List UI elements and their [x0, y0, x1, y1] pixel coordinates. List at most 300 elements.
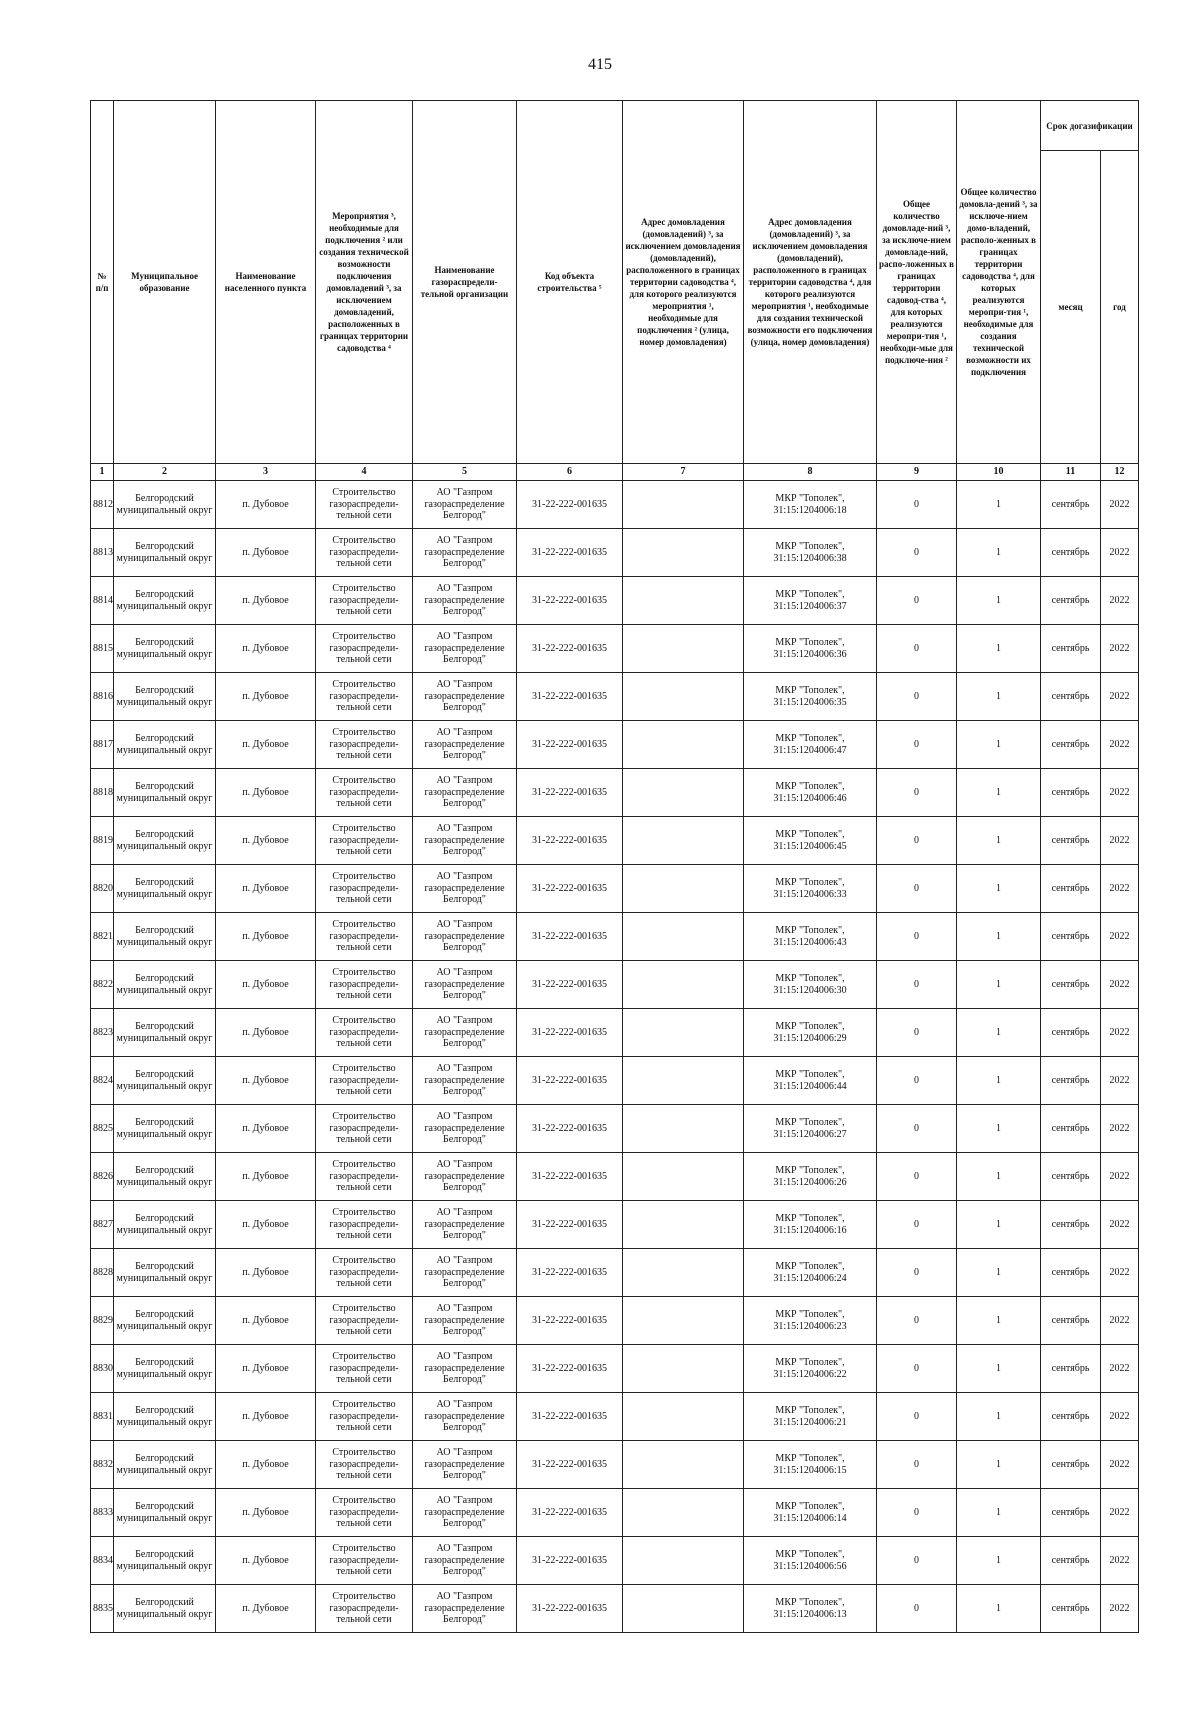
settlement-cell: п. Дубовое: [216, 1345, 316, 1393]
settlement-cell: п. Дубовое: [216, 529, 316, 577]
count-connection-cell: 0: [877, 1393, 957, 1441]
row-number: 8816: [91, 673, 114, 721]
address-connection-cell: [623, 721, 744, 769]
municipality-cell: Белгородский муниципальный округ: [114, 1345, 216, 1393]
column-number: 11: [1041, 464, 1101, 481]
row-number: 8830: [91, 1345, 114, 1393]
gas-org-cell: АО "Газпром газораспределение Белгород": [413, 1537, 517, 1585]
count-capability-cell: 1: [957, 1441, 1041, 1489]
object-code-cell: 31-22-222-001635: [517, 1537, 623, 1585]
address-connection-cell: [623, 577, 744, 625]
measure-cell: Строительство газораспредели-тельной сети: [316, 817, 413, 865]
municipality-cell: Белгородский муниципальный округ: [114, 1393, 216, 1441]
object-code-cell: 31-22-222-001635: [517, 481, 623, 529]
measure-cell: Строительство газораспредели-тельной сети: [316, 1393, 413, 1441]
count-capability-cell: 1: [957, 1249, 1041, 1297]
measure-cell: Строительство газораспредели-тельной сети: [316, 625, 413, 673]
month-cell: сентябрь: [1041, 1585, 1101, 1633]
row-number: 8823: [91, 1009, 114, 1057]
month-cell: сентябрь: [1041, 529, 1101, 577]
row-number: 8825: [91, 1105, 114, 1153]
address-capability-cell: МКР "Тополек", 31:15:1204006:37: [744, 577, 877, 625]
table-row: [91, 1057, 1139, 1105]
address-capability-cell: МКР "Тополек", 31:15:1204006:47: [744, 721, 877, 769]
settlement-cell: п. Дубовое: [216, 1105, 316, 1153]
measure-cell: Строительство газораспредели-тельной сети: [316, 1201, 413, 1249]
count-connection-cell: 0: [877, 577, 957, 625]
municipality-cell: Белгородский муниципальный округ: [114, 625, 216, 673]
object-code-cell: 31-22-222-001635: [517, 1297, 623, 1345]
count-capability-cell: 1: [957, 865, 1041, 913]
municipality-cell: Белгородский муниципальный округ: [114, 721, 216, 769]
gas-org-cell: АО "Газпром газораспределение Белгород": [413, 1009, 517, 1057]
address-connection-cell: [623, 1393, 744, 1441]
col-header-term: Срок догазификации: [1041, 101, 1139, 151]
count-connection-cell: 0: [877, 673, 957, 721]
year-cell: 2022: [1101, 1441, 1139, 1489]
address-connection-cell: [623, 1105, 744, 1153]
municipality-cell: Белгородский муниципальный округ: [114, 1585, 216, 1633]
measure-cell: Строительство газораспредели-тельной сети: [316, 673, 413, 721]
gas-org-cell: АО "Газпром газораспределение Белгород": [413, 961, 517, 1009]
address-connection-cell: [623, 1249, 744, 1297]
count-capability-cell: 1: [957, 961, 1041, 1009]
settlement-cell: п. Дубовое: [216, 865, 316, 913]
measure-cell: Строительство газораспредели-тельной сети: [316, 1537, 413, 1585]
table-row: [91, 1153, 1139, 1201]
table-row: [91, 1105, 1139, 1153]
address-capability-cell: МКР "Тополек", 31:15:1204006:13: [744, 1585, 877, 1633]
count-capability-cell: 1: [957, 1345, 1041, 1393]
row-number: 8813: [91, 529, 114, 577]
gas-org-cell: АО "Газпром газораспределение Белгород": [413, 865, 517, 913]
row-number: 8820: [91, 865, 114, 913]
address-connection-cell: [623, 529, 744, 577]
row-number: 8835: [91, 1585, 114, 1633]
col-header-month: месяц: [1041, 151, 1101, 464]
address-connection-cell: [623, 1489, 744, 1537]
address-connection-cell: [623, 1537, 744, 1585]
month-cell: сентябрь: [1041, 865, 1101, 913]
table-row: [91, 1345, 1139, 1393]
month-cell: сентябрь: [1041, 1249, 1101, 1297]
header-row: [91, 101, 1139, 151]
object-code-cell: 31-22-222-001635: [517, 865, 623, 913]
col-header-count-connection: Общее количество домовладе-ний ³, за исключе-нием домовладе-ний, распо-ложенных в границах территории садовод-ства ⁴, для которых реализуются меропри-тия ¹, необходи-мые для подключе-ния ²: [877, 101, 957, 464]
count-capability-cell: 1: [957, 1105, 1041, 1153]
gas-org-cell: АО "Газпром газораспределение Белгород": [413, 577, 517, 625]
address-capability-cell: МКР "Тополек", 31:15:1204006:21: [744, 1393, 877, 1441]
column-number: 8: [744, 464, 877, 481]
measure-cell: Строительство газораспредели-тельной сети: [316, 1057, 413, 1105]
col-header-object-code: Код объекта строительства ⁵: [517, 101, 623, 464]
col-header-gas-org: Наименование газораспредели-тельной организации: [413, 101, 517, 464]
table-row: [91, 625, 1139, 673]
measure-cell: Строительство газораспредели-тельной сети: [316, 1009, 413, 1057]
address-connection-cell: [623, 1441, 744, 1489]
count-capability-cell: 1: [957, 481, 1041, 529]
year-cell: 2022: [1101, 1009, 1139, 1057]
gas-org-cell: АО "Газпром газораспределение Белгород": [413, 1057, 517, 1105]
count-connection-cell: 0: [877, 1537, 957, 1585]
table-row: [91, 1201, 1139, 1249]
object-code-cell: 31-22-222-001635: [517, 769, 623, 817]
table-row: [91, 769, 1139, 817]
object-code-cell: 31-22-222-001635: [517, 1249, 623, 1297]
address-capability-cell: МКР "Тополек", 31:15:1204006:24: [744, 1249, 877, 1297]
year-cell: 2022: [1101, 481, 1139, 529]
year-cell: 2022: [1101, 913, 1139, 961]
measure-cell: Строительство газораспредели-тельной сети: [316, 1249, 413, 1297]
month-cell: сентябрь: [1041, 625, 1101, 673]
year-cell: 2022: [1101, 1057, 1139, 1105]
table-row: [91, 1585, 1139, 1633]
object-code-cell: 31-22-222-001635: [517, 1057, 623, 1105]
column-number-row: [91, 464, 1139, 481]
municipality-cell: Белгородский муниципальный округ: [114, 529, 216, 577]
address-capability-cell: МКР "Тополек", 31:15:1204006:27: [744, 1105, 877, 1153]
settlement-cell: п. Дубовое: [216, 1249, 316, 1297]
count-capability-cell: 1: [957, 721, 1041, 769]
gas-org-cell: АО "Газпром газораспределение Белгород": [413, 1345, 517, 1393]
year-cell: 2022: [1101, 625, 1139, 673]
settlement-cell: п. Дубовое: [216, 913, 316, 961]
month-cell: сентябрь: [1041, 961, 1101, 1009]
address-connection-cell: [623, 961, 744, 1009]
row-number: 8833: [91, 1489, 114, 1537]
gas-org-cell: АО "Газпром газораспределение Белгород": [413, 1297, 517, 1345]
table-row: [91, 1009, 1139, 1057]
count-capability-cell: 1: [957, 913, 1041, 961]
year-cell: 2022: [1101, 865, 1139, 913]
address-capability-cell: МКР "Тополек", 31:15:1204006:46: [744, 769, 877, 817]
address-connection-cell: [623, 769, 744, 817]
settlement-cell: п. Дубовое: [216, 577, 316, 625]
column-number: 10: [957, 464, 1041, 481]
municipality-cell: Белгородский муниципальный округ: [114, 769, 216, 817]
count-capability-cell: 1: [957, 817, 1041, 865]
table-row: [91, 1489, 1139, 1537]
object-code-cell: 31-22-222-001635: [517, 1441, 623, 1489]
table-row: [91, 577, 1139, 625]
address-connection-cell: [623, 1201, 744, 1249]
count-capability-cell: 1: [957, 1153, 1041, 1201]
municipality-cell: Белгородский муниципальный округ: [114, 481, 216, 529]
column-number: 6: [517, 464, 623, 481]
month-cell: сентябрь: [1041, 721, 1101, 769]
count-capability-cell: 1: [957, 1489, 1041, 1537]
month-cell: сентябрь: [1041, 1489, 1101, 1537]
gas-org-cell: АО "Газпром газораспределение Белгород": [413, 1441, 517, 1489]
count-connection-cell: 0: [877, 1105, 957, 1153]
address-connection-cell: [623, 673, 744, 721]
row-number: 8815: [91, 625, 114, 673]
measure-cell: Строительство газораспредели-тельной сети: [316, 481, 413, 529]
count-connection-cell: 0: [877, 1585, 957, 1633]
settlement-cell: п. Дубовое: [216, 625, 316, 673]
gas-org-cell: АО "Газпром газораспределение Белгород": [413, 1153, 517, 1201]
measure-cell: Строительство газораспредели-тельной сети: [316, 1585, 413, 1633]
gas-org-cell: АО "Газпром газораспределение Белгород": [413, 1201, 517, 1249]
object-code-cell: 31-22-222-001635: [517, 721, 623, 769]
table-row: [91, 529, 1139, 577]
row-number: 8814: [91, 577, 114, 625]
col-header-year: год: [1101, 151, 1139, 464]
municipality-cell: Белгородский муниципальный округ: [114, 1057, 216, 1105]
municipality-cell: Белгородский муниципальный округ: [114, 865, 216, 913]
column-number: 7: [623, 464, 744, 481]
address-connection-cell: [623, 1153, 744, 1201]
settlement-cell: п. Дубовое: [216, 673, 316, 721]
count-connection-cell: 0: [877, 817, 957, 865]
year-cell: 2022: [1101, 529, 1139, 577]
month-cell: сентябрь: [1041, 673, 1101, 721]
count-connection-cell: 0: [877, 1297, 957, 1345]
column-number: 2: [114, 464, 216, 481]
gas-org-cell: АО "Газпром газораспределение Белгород": [413, 1393, 517, 1441]
count-capability-cell: 1: [957, 625, 1041, 673]
settlement-cell: п. Дубовое: [216, 721, 316, 769]
settlement-cell: п. Дубовое: [216, 1057, 316, 1105]
object-code-cell: 31-22-222-001635: [517, 913, 623, 961]
year-cell: 2022: [1101, 961, 1139, 1009]
column-number: 3: [216, 464, 316, 481]
count-connection-cell: 0: [877, 1201, 957, 1249]
count-connection-cell: 0: [877, 769, 957, 817]
column-number: 4: [316, 464, 413, 481]
measure-cell: Строительство газораспредели-тельной сети: [316, 577, 413, 625]
month-cell: сентябрь: [1041, 1201, 1101, 1249]
table-row: [91, 817, 1139, 865]
count-capability-cell: 1: [957, 1393, 1041, 1441]
table-body: [91, 481, 1139, 1633]
object-code-cell: 31-22-222-001635: [517, 1585, 623, 1633]
table-row: [91, 961, 1139, 1009]
year-cell: 2022: [1101, 1537, 1139, 1585]
count-capability-cell: 1: [957, 577, 1041, 625]
measure-cell: Строительство газораспредели-тельной сети: [316, 1489, 413, 1537]
municipality-cell: Белгородский муниципальный округ: [114, 1537, 216, 1585]
settlement-cell: п. Дубовое: [216, 1201, 316, 1249]
address-capability-cell: МКР "Тополек", 31:15:1204006:56: [744, 1537, 877, 1585]
object-code-cell: 31-22-222-001635: [517, 529, 623, 577]
object-code-cell: 31-22-222-001635: [517, 673, 623, 721]
object-code-cell: 31-22-222-001635: [517, 1201, 623, 1249]
gas-org-cell: АО "Газпром газораспределение Белгород": [413, 529, 517, 577]
table-row: [91, 1249, 1139, 1297]
measure-cell: Строительство газораспредели-тельной сети: [316, 529, 413, 577]
municipality-cell: Белгородский муниципальный округ: [114, 913, 216, 961]
object-code-cell: 31-22-222-001635: [517, 577, 623, 625]
municipality-cell: Белгородский муниципальный округ: [114, 1297, 216, 1345]
gas-org-cell: АО "Газпром газораспределение Белгород": [413, 721, 517, 769]
address-capability-cell: МКР "Тополек", 31:15:1204006:30: [744, 961, 877, 1009]
col-header-settlement: Наименование населенного пункта: [216, 101, 316, 464]
table-row: [91, 1393, 1139, 1441]
count-capability-cell: 1: [957, 1297, 1041, 1345]
measure-cell: Строительство газораспредели-тельной сети: [316, 865, 413, 913]
year-cell: 2022: [1101, 1297, 1139, 1345]
measure-cell: Строительство газораспредели-тельной сети: [316, 1105, 413, 1153]
month-cell: сентябрь: [1041, 1009, 1101, 1057]
count-connection-cell: 0: [877, 1441, 957, 1489]
municipality-cell: Белгородский муниципальный округ: [114, 1489, 216, 1537]
address-connection-cell: [623, 481, 744, 529]
col-header-municipality: Муниципальное образование: [114, 101, 216, 464]
measure-cell: Строительство газораспредели-тельной сети: [316, 1297, 413, 1345]
month-cell: сентябрь: [1041, 769, 1101, 817]
count-capability-cell: 1: [957, 529, 1041, 577]
row-number: 8827: [91, 1201, 114, 1249]
count-connection-cell: 0: [877, 1249, 957, 1297]
row-number: 8819: [91, 817, 114, 865]
row-number: 8821: [91, 913, 114, 961]
count-connection-cell: 0: [877, 721, 957, 769]
row-number: 8831: [91, 1393, 114, 1441]
address-capability-cell: МКР "Тополек", 31:15:1204006:14: [744, 1489, 877, 1537]
address-capability-cell: МКР "Тополек", 31:15:1204006:43: [744, 913, 877, 961]
municipality-cell: Белгородский муниципальный округ: [114, 961, 216, 1009]
column-number: 1: [91, 464, 114, 481]
year-cell: 2022: [1101, 817, 1139, 865]
table-row: [91, 1297, 1139, 1345]
address-capability-cell: МКР "Тополек", 31:15:1204006:22: [744, 1345, 877, 1393]
month-cell: сентябрь: [1041, 1393, 1101, 1441]
address-capability-cell: МКР "Тополек", 31:15:1204006:15: [744, 1441, 877, 1489]
measure-cell: Строительство газораспредели-тельной сети: [316, 1441, 413, 1489]
object-code-cell: 31-22-222-001635: [517, 961, 623, 1009]
object-code-cell: 31-22-222-001635: [517, 1489, 623, 1537]
month-cell: сентябрь: [1041, 481, 1101, 529]
count-connection-cell: 0: [877, 529, 957, 577]
year-cell: 2022: [1101, 1105, 1139, 1153]
count-connection-cell: 0: [877, 1489, 957, 1537]
settlement-cell: п. Дубовое: [216, 817, 316, 865]
table-row: [91, 673, 1139, 721]
address-capability-cell: МКР "Тополек", 31:15:1204006:35: [744, 673, 877, 721]
month-cell: сентябрь: [1041, 1345, 1101, 1393]
address-capability-cell: МКР "Тополек", 31:15:1204006:38: [744, 529, 877, 577]
gas-org-cell: АО "Газпром газораспределение Белгород": [413, 1105, 517, 1153]
address-capability-cell: МКР "Тополек", 31:15:1204006:23: [744, 1297, 877, 1345]
object-code-cell: 31-22-222-001635: [517, 1393, 623, 1441]
col-header-address-connection: Адрес домовладения (домовладений) ³, за исключением домовладения (домовладений), расположенного в границах территории садоводства ⁴, для которого реализуются мероприятия ¹, необходимые для подключения ² (улица, номер домовладения): [623, 101, 744, 464]
month-cell: сентябрь: [1041, 913, 1101, 961]
object-code-cell: 31-22-222-001635: [517, 1105, 623, 1153]
year-cell: 2022: [1101, 769, 1139, 817]
table-row: [91, 1537, 1139, 1585]
measure-cell: Строительство газораспредели-тельной сети: [316, 1345, 413, 1393]
row-number: 8829: [91, 1297, 114, 1345]
gas-org-cell: АО "Газпром газораспределение Белгород": [413, 1585, 517, 1633]
month-cell: сентябрь: [1041, 1297, 1101, 1345]
measure-cell: Строительство газораспредели-тельной сети: [316, 721, 413, 769]
year-cell: 2022: [1101, 577, 1139, 625]
measure-cell: Строительство газораспредели-тельной сети: [316, 1153, 413, 1201]
count-connection-cell: 0: [877, 1345, 957, 1393]
address-capability-cell: МКР "Тополек", 31:15:1204006:29: [744, 1009, 877, 1057]
settlement-cell: п. Дубовое: [216, 1585, 316, 1633]
count-capability-cell: 1: [957, 1009, 1041, 1057]
measure-cell: Строительство газораспредели-тельной сети: [316, 769, 413, 817]
table-row: [91, 913, 1139, 961]
settlement-cell: п. Дубовое: [216, 1297, 316, 1345]
month-cell: сентябрь: [1041, 1441, 1101, 1489]
gas-org-cell: АО "Газпром газораспределение Белгород": [413, 625, 517, 673]
col-header-measures: Мероприятия ³, необходимые для подключения ² или создания технической возможности подключения домовладений ³, за исключением домовладений, расположенных в границах территории садоводства ⁴: [316, 101, 413, 464]
address-capability-cell: МКР "Тополек", 31:15:1204006:16: [744, 1201, 877, 1249]
count-capability-cell: 1: [957, 1585, 1041, 1633]
municipality-cell: Белгородский муниципальный округ: [114, 673, 216, 721]
month-cell: сентябрь: [1041, 1105, 1101, 1153]
column-number: 9: [877, 464, 957, 481]
settlement-cell: п. Дубовое: [216, 1489, 316, 1537]
count-connection-cell: 0: [877, 1057, 957, 1105]
address-capability-cell: МКР "Тополек", 31:15:1204006:18: [744, 481, 877, 529]
count-connection-cell: 0: [877, 865, 957, 913]
municipality-cell: Белгородский муниципальный округ: [114, 1105, 216, 1153]
object-code-cell: 31-22-222-001635: [517, 625, 623, 673]
municipality-cell: Белгородский муниципальный округ: [114, 577, 216, 625]
address-connection-cell: [623, 1009, 744, 1057]
address-capability-cell: МКР "Тополек", 31:15:1204006:33: [744, 865, 877, 913]
year-cell: 2022: [1101, 721, 1139, 769]
address-connection-cell: [623, 817, 744, 865]
table-row: [91, 865, 1139, 913]
row-number: 8826: [91, 1153, 114, 1201]
address-capability-cell: МКР "Тополек", 31:15:1204006:45: [744, 817, 877, 865]
address-capability-cell: МКР "Тополек", 31:15:1204006:36: [744, 625, 877, 673]
address-connection-cell: [623, 1057, 744, 1105]
gas-org-cell: АО "Газпром газораспределение Белгород": [413, 673, 517, 721]
settlement-cell: п. Дубовое: [216, 481, 316, 529]
municipality-cell: Белгородский муниципальный округ: [114, 817, 216, 865]
gas-org-cell: АО "Газпром газораспределение Белгород": [413, 1489, 517, 1537]
gas-org-cell: АО "Газпром газораспределение Белгород": [413, 769, 517, 817]
col-header-count-capability: Общее количество домовла-дений ³, за исключе-нием домо-владений, располо-женных в границах территории садоводства ⁴, для которых реализуются меропри-тия ¹, необходимые для создания технической возможности их подключения: [957, 101, 1041, 464]
measure-cell: Строительство газораспредели-тельной сети: [316, 961, 413, 1009]
municipality-cell: Белгородский муниципальный округ: [114, 1009, 216, 1057]
row-number: 8828: [91, 1249, 114, 1297]
object-code-cell: 31-22-222-001635: [517, 817, 623, 865]
count-capability-cell: 1: [957, 769, 1041, 817]
count-capability-cell: 1: [957, 1201, 1041, 1249]
address-connection-cell: [623, 865, 744, 913]
column-number: 12: [1101, 464, 1139, 481]
address-connection-cell: [623, 1585, 744, 1633]
count-connection-cell: 0: [877, 913, 957, 961]
gas-org-cell: АО "Газпром газораспределение Белгород": [413, 1249, 517, 1297]
count-connection-cell: 0: [877, 1153, 957, 1201]
settlement-cell: п. Дубовое: [216, 1441, 316, 1489]
object-code-cell: 31-22-222-001635: [517, 1009, 623, 1057]
table-row: [91, 1441, 1139, 1489]
count-capability-cell: 1: [957, 673, 1041, 721]
address-capability-cell: МКР "Тополек", 31:15:1204006:44: [744, 1057, 877, 1105]
settlement-cell: п. Дубовое: [216, 1537, 316, 1585]
month-cell: сентябрь: [1041, 1153, 1101, 1201]
address-capability-cell: МКР "Тополек", 31:15:1204006:26: [744, 1153, 877, 1201]
row-number: 8818: [91, 769, 114, 817]
object-code-cell: 31-22-222-001635: [517, 1153, 623, 1201]
address-connection-cell: [623, 1297, 744, 1345]
year-cell: 2022: [1101, 1585, 1139, 1633]
row-number: 8824: [91, 1057, 114, 1105]
address-connection-cell: [623, 913, 744, 961]
settlement-cell: п. Дубовое: [216, 961, 316, 1009]
gas-org-cell: АО "Газпром газораспределение Белгород": [413, 481, 517, 529]
row-number: 8817: [91, 721, 114, 769]
